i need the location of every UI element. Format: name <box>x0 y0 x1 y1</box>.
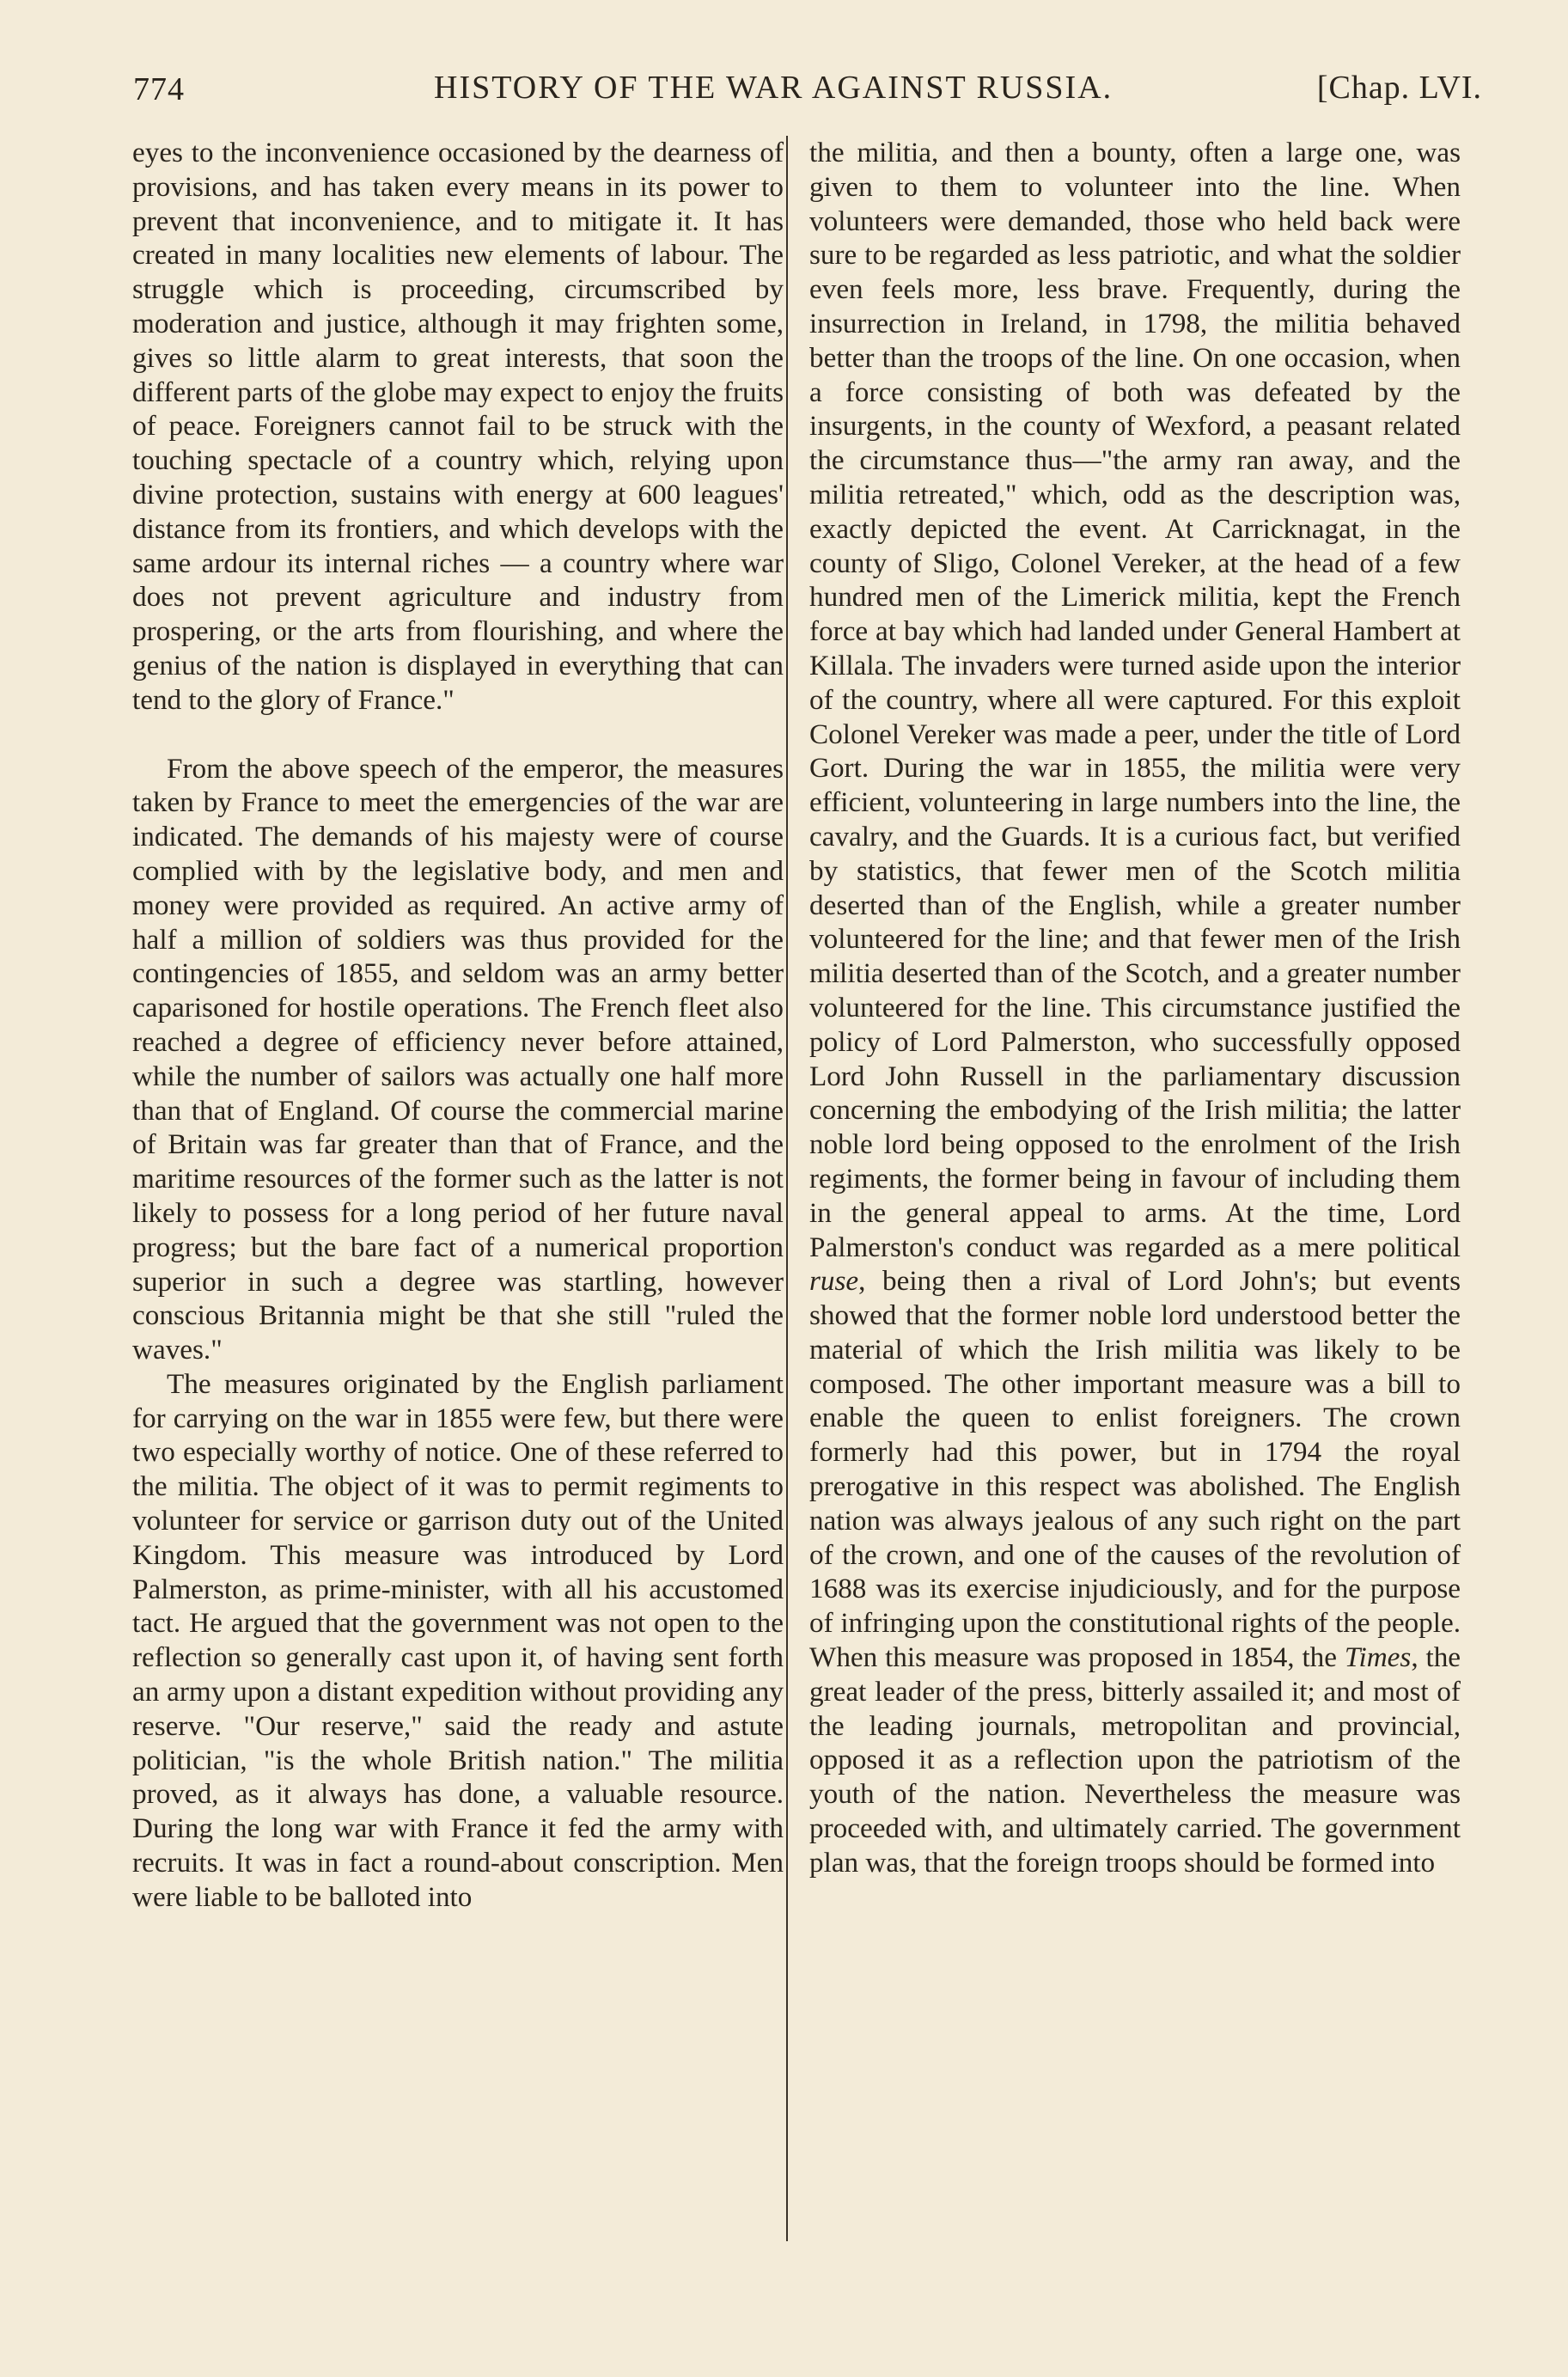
paragraph: From the above speech of the emperor, the measures taken by France to meet the emergencies of the war are indicated. The demands of his majesty were of course complied with by the legislative body, and men and money were provided as required. An active army of half a million of soldiers was thus provided for the contingencies of 1855, and seldom was an army better caparisoned for hostile operations. The French fleet also reached a degree of efficiency never before attained, while the number of sailors was actually one half more than that of England. Of course the commercial marine of Britain was far greater than that of France, and the maritime resources of the former such as the latter is not likely to possess for a long period of her future naval progress; but the bare fact of a numerical proportion superior in such a degree was startling, however conscious Britannia might be that she still "ruled the waves." <box>132 752 784 1366</box>
paragraph <box>809 136 1461 1880</box>
left-column <box>132 136 784 1915</box>
italic-word: ruse <box>809 1265 859 1298</box>
column-divider <box>786 136 788 2241</box>
text-run: , being then a rival of Lord John's; but events showed that the former noble lord understood better the material of which the Irish militia was likely to be composed. The other important measure was a bill to enable the queen to enlist foreigners. The crown formerly had this power, but in 1794 the royal prerogative in this respect was abolished. The English nation was always jealous of any such right on the part of the crown, and one of the causes of the revolution of 1688 was its exercise injudiciously, and for the purpose of infringing upon the constitutional rights of the people. When this measure was proposed in 1854, the <box>809 1265 1461 1674</box>
text-run: , the great leader of the press, bitterly assailed it; and most of the leading journals, metropolitan and provincial, opposed it as a reflection upon the patriotism of the youth of the nation. Nevertheless the measure was proceeded with, and ultimately carried. The government plan was, that the foreign troops should be formed into <box>809 1641 1461 1879</box>
right-column <box>809 136 1461 1880</box>
page-number: 774 <box>133 71 185 107</box>
italic-word: Times <box>1344 1641 1412 1674</box>
text-run: the militia, and then a bounty, often a large one, was given to them to volunteer into the line. When volunteers were demanded, those who held back were sure to be regarded as less patriotic, and what the soldier even feels more, less brave. Frequently, during the insurrection in Ireland, in 1798, the militia behaved better than the troops of the line. On one occasion, when a force consisting of both was defeated by the insurgents, in the county of Wexford, a peasant related the circumstance thus—"the army ran away, and the militia retreated," which, odd as the description was, exactly depicted the event. At Carricknagat, in the county of Sligo, Colonel Vereker, at the head of a few hundred men of the Limerick militia, kept the French force at bay which had landed under General Hambert at Killala. The invaders were turned aside upon the interior of the country, where all were captured. For this exploit Colonel Vereker was made a peer, under the title of Lord Gort. During the war in 1855, the militia were very efficient, volunteering in large numbers into the line, the cavalry, and the Guards. It is a curious fact, but verified by statistics, that fewer men of the Scotch militia deserted than of the English, while a greater number volunteered for the line; and that fewer men of the Irish militia deserted than of the Scotch, and a greater number volunteered for the line. This circumstance justified the policy of Lord Palmerston, who successfully opposed Lord John Russell in the parliamentary discussion concerning the embodying of the Irish militia; the latter noble lord being opposed to the enrolment of the Irish regiments, the former being in favour of including them in the general appeal to arms. At the time, Lord Palmerston's conduct was regarded as a mere political <box>809 137 1461 1263</box>
paragraph: eyes to the inconvenience occasioned by the dearness of provisions, and has taken every means in its power to prevent that inconvenience, and to mitigate it. It has created in many localities new elements of labour. The struggle which is proceeding, circumscribed by moderation and justice, although it may frighten some, gives so little alarm to great interests, that soon the different parts of the globe may expect to enjoy the fruits of peace. Foreigners cannot fail to be struck with the touching spectacle of a country which, relying upon divine protection, sustains with energy at 600 leagues' distance from its frontiers, and which develops with the same ardour its internal riches — a country where war does not prevent agriculture and industry from prospering, or the arts from flourishing, and where the genius of the nation is displayed in everything that can tend to the glory of France." <box>132 137 784 716</box>
running-title: HISTORY OF THE WAR AGAINST RUSSIA. <box>434 70 1113 106</box>
chapter-label: [Chap. LVI. <box>1316 70 1482 106</box>
running-header <box>133 60 1482 112</box>
paragraph: The measures originated by the English parliament for carrying on the war in 1855 were few, but there were two especially worthy of notice. One of these referred to the militia. The object of it was to permit regiments to volunteer for service or garrison duty out of the United Kingdom. This measure was introduced by Lord Palmerston, as prime-minister, with all his accustomed tact. He argued that the government was not open to the reflection so generally cast upon it, of having sent forth an army upon a distant expedition without providing any reserve. "Our reserve," said the ready and astute politician, "is the whole British nation." The militia proved, as it always has done, a valuable resource. During the long war with France it fed the army with recruits. It was in fact a round-about conscription. Men were liable to be balloted into <box>132 1367 784 1913</box>
